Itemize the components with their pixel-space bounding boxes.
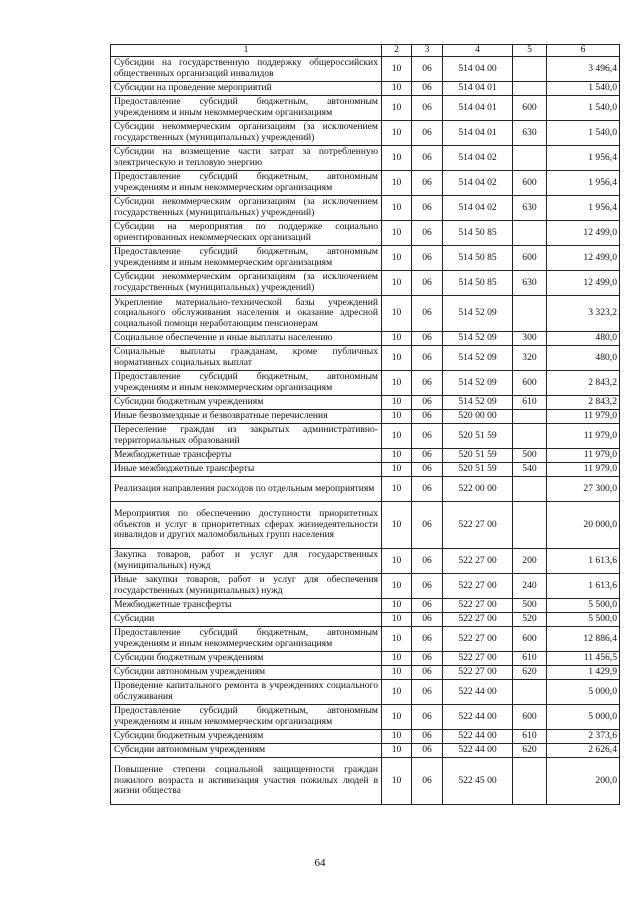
amount-cell: 5 500,0	[547, 613, 620, 627]
target-article-cell: 514 52 09	[443, 396, 513, 410]
target-article-cell: 522 27 00	[443, 574, 513, 599]
row-name-cell: Иные межбюджетные трансферты	[111, 463, 382, 477]
subsection-code-cell: 06	[412, 549, 443, 574]
expense-type-cell	[513, 424, 547, 449]
expense-type-cell	[513, 146, 547, 171]
subsection-code-cell: 06	[412, 296, 443, 332]
amount-cell: 2 843,2	[547, 371, 620, 396]
table-row	[111, 57, 620, 82]
amount-cell: 12 499,0	[547, 246, 620, 271]
subsection-code-cell: 06	[412, 221, 443, 246]
expense-type-cell	[513, 680, 547, 705]
section-code-cell: 10	[382, 613, 412, 627]
expense-type-cell	[513, 221, 547, 246]
row-name-cell: Субсидии бюджетным учреждениям	[111, 396, 382, 410]
target-article-cell: 514 04 01	[443, 82, 513, 96]
amount-cell: 3 496,4	[547, 57, 620, 82]
section-code-cell: 10	[382, 574, 412, 599]
row-name-cell: Субсидии бюджетным учреждениям	[111, 652, 382, 666]
row-name-cell: Повышение степени социальной защищенности граждан пожилого возраста и активизация участия пожилых людей в жизни общества	[111, 758, 382, 805]
target-article-cell: 514 50 85	[443, 271, 513, 296]
subsection-code-cell: 06	[412, 346, 443, 371]
section-code-cell: 10	[382, 730, 412, 744]
section-code-cell: 10	[382, 221, 412, 246]
expense-type-cell: 240	[513, 574, 547, 599]
amount-cell: 5 000,0	[547, 680, 620, 705]
table-row	[111, 627, 620, 652]
subsection-code-cell: 06	[412, 477, 443, 502]
subsection-code-cell: 06	[412, 410, 443, 424]
amount-cell: 1 540,0	[547, 82, 620, 96]
amount-cell: 20 000,0	[547, 502, 620, 549]
row-name-cell: Субсидии некоммерческим организациям (за исключением государственных (муниципальных) учреждений)	[111, 121, 382, 146]
target-article-cell: 514 04 02	[443, 196, 513, 221]
row-name-cell: Субсидии автономным учреждениям	[111, 666, 382, 680]
expense-type-cell	[513, 410, 547, 424]
section-code-cell: 10	[382, 332, 412, 346]
amount-cell: 11 456,5	[547, 652, 620, 666]
expense-type-cell: 320	[513, 346, 547, 371]
row-name-cell: Переселение граждан из закрытых административно-территориальных образований	[111, 424, 382, 449]
target-article-cell: 522 27 00	[443, 613, 513, 627]
amount-cell: 12 886,4	[547, 627, 620, 652]
target-article-cell: 520 51 59	[443, 449, 513, 463]
section-code-cell: 10	[382, 549, 412, 574]
target-article-cell: 522 27 00	[443, 549, 513, 574]
subsection-code-cell: 06	[412, 246, 443, 271]
target-article-cell: 514 04 02	[443, 171, 513, 196]
column-header: 3	[412, 45, 443, 57]
row-name-cell: Субсидии на проведение мероприятий	[111, 82, 382, 96]
budget-table	[110, 44, 620, 805]
table-row	[111, 730, 620, 744]
amount-cell: 1 956,4	[547, 196, 620, 221]
amount-cell: 1 540,0	[547, 121, 620, 146]
section-code-cell: 10	[382, 680, 412, 705]
section-code-cell: 10	[382, 477, 412, 502]
target-article-cell: 514 52 09	[443, 371, 513, 396]
row-name-cell: Субсидии автономным учреждениям	[111, 744, 382, 758]
expense-type-cell	[513, 477, 547, 502]
section-code-cell: 10	[382, 57, 412, 82]
row-name-cell: Субсидии на возмещение части затрат за потребленную электрическую и тепловую энергию	[111, 146, 382, 171]
row-name-cell: Предоставление субсидий бюджетным, автономным учреждениям и иным некоммерческим организациям	[111, 705, 382, 730]
subsection-code-cell: 06	[412, 599, 443, 613]
row-name-cell: Предоставление субсидий бюджетным, автономным учреждениям и иным некоммерческим организациям	[111, 627, 382, 652]
table-row	[111, 196, 620, 221]
table-row	[111, 502, 620, 549]
expense-type-cell: 500	[513, 599, 547, 613]
target-article-cell: 522 00 00	[443, 477, 513, 502]
row-name-cell: Предоставление субсидий бюджетным, автономным учреждениям и иным некоммерческим организациям	[111, 96, 382, 121]
section-code-cell: 10	[382, 627, 412, 652]
target-article-cell: 514 52 09	[443, 332, 513, 346]
section-code-cell: 10	[382, 410, 412, 424]
row-name-cell: Предоставление субсидий бюджетным, автономным учреждениям и иным некоммерческим организациям	[111, 371, 382, 396]
row-name-cell: Межбюджетные трансферты	[111, 599, 382, 613]
section-code-cell: 10	[382, 121, 412, 146]
subsection-code-cell: 06	[412, 271, 443, 296]
expense-type-cell: 540	[513, 463, 547, 477]
row-name-cell: Реализация направления расходов по отдельным мероприятиям	[111, 477, 382, 502]
amount-cell: 1 613,6	[547, 574, 620, 599]
subsection-code-cell: 06	[412, 758, 443, 805]
target-article-cell: 520 00 00	[443, 410, 513, 424]
section-code-cell: 10	[382, 666, 412, 680]
table-row	[111, 410, 620, 424]
table-row	[111, 613, 620, 627]
expense-type-cell	[513, 57, 547, 82]
row-name-cell: Проведение капитального ремонта в учреждениях социального обслуживания	[111, 680, 382, 705]
expense-type-cell: 600	[513, 627, 547, 652]
row-name-cell: Социальные выплаты гражданам, кроме публичных нормативных социальных выплат	[111, 346, 382, 371]
expense-type-cell	[513, 502, 547, 549]
section-code-cell: 10	[382, 744, 412, 758]
row-name-cell: Субсидии некоммерческим организациям (за исключением государственных (муниципальных) учреждений)	[111, 196, 382, 221]
amount-cell: 11 979,0	[547, 410, 620, 424]
row-name-cell: Укрепление материально-технической базы учреждений социального обслуживания населения и оказание адресной социальной помощи неработающим пенсионерам	[111, 296, 382, 332]
subsection-code-cell: 06	[412, 449, 443, 463]
target-article-cell: 514 04 02	[443, 146, 513, 171]
target-article-cell: 514 50 85	[443, 246, 513, 271]
table-row	[111, 549, 620, 574]
expense-type-cell: 610	[513, 396, 547, 410]
target-article-cell: 522 44 00	[443, 730, 513, 744]
section-code-cell: 10	[382, 196, 412, 221]
amount-cell: 2 843,2	[547, 396, 620, 410]
target-article-cell: 522 44 00	[443, 680, 513, 705]
amount-cell: 5 000,0	[547, 705, 620, 730]
subsection-code-cell: 06	[412, 666, 443, 680]
table-row	[111, 705, 620, 730]
expense-type-cell: 600	[513, 171, 547, 196]
expense-type-cell: 200	[513, 549, 547, 574]
target-article-cell: 522 44 00	[443, 705, 513, 730]
amount-cell: 2 626,4	[547, 744, 620, 758]
table-row	[111, 477, 620, 502]
subsection-code-cell: 06	[412, 396, 443, 410]
subsection-code-cell: 06	[412, 196, 443, 221]
subsection-code-cell: 06	[412, 82, 443, 96]
amount-cell: 1 429,9	[547, 666, 620, 680]
table-row	[111, 652, 620, 666]
expense-type-cell: 600	[513, 96, 547, 121]
table-row	[111, 744, 620, 758]
expense-type-cell: 600	[513, 705, 547, 730]
section-code-cell: 10	[382, 171, 412, 196]
subsection-code-cell: 06	[412, 171, 443, 196]
amount-cell: 480,0	[547, 346, 620, 371]
amount-cell: 1 613,6	[547, 549, 620, 574]
row-name-cell: Мероприятия по обеспечению доступности приоритетных объектов и услуг в приоритетных сферах жизнедеятельности инвалидов и других маломобильных групп населения	[111, 502, 382, 549]
subsection-code-cell: 06	[412, 730, 443, 744]
amount-cell: 27 300,0	[547, 477, 620, 502]
table-row	[111, 332, 620, 346]
table-row	[111, 396, 620, 410]
table-row	[111, 271, 620, 296]
subsection-code-cell: 06	[412, 332, 443, 346]
section-code-cell: 10	[382, 246, 412, 271]
expense-type-cell: 600	[513, 246, 547, 271]
section-code-cell: 10	[382, 758, 412, 805]
page-number: 64	[314, 857, 326, 869]
amount-cell: 1 956,4	[547, 146, 620, 171]
subsection-code-cell: 06	[412, 121, 443, 146]
target-article-cell: 520 51 59	[443, 463, 513, 477]
row-name-cell: Закупка товаров, работ и услуг для государственных (муниципальных) нужд	[111, 549, 382, 574]
subsection-code-cell: 06	[412, 96, 443, 121]
table-row	[111, 574, 620, 599]
row-name-cell: Субсидии некоммерческим организациям (за исключением государственных (муниципальных) учреждений)	[111, 271, 382, 296]
subsection-code-cell: 06	[412, 744, 443, 758]
subsection-code-cell: 06	[412, 574, 443, 599]
section-code-cell: 10	[382, 96, 412, 121]
target-article-cell: 522 27 00	[443, 652, 513, 666]
row-name-cell: Субсидии бюджетным учреждениям	[111, 730, 382, 744]
section-code-cell: 10	[382, 371, 412, 396]
amount-cell: 5 500,0	[547, 599, 620, 613]
section-code-cell: 10	[382, 463, 412, 477]
subsection-code-cell: 06	[412, 613, 443, 627]
target-article-cell: 522 45 00	[443, 758, 513, 805]
amount-cell: 1 540,0	[547, 96, 620, 121]
section-code-cell: 10	[382, 82, 412, 96]
section-code-cell: 10	[382, 502, 412, 549]
target-article-cell: 514 04 01	[443, 121, 513, 146]
row-name-cell: Субсидии	[111, 613, 382, 627]
table-row	[111, 121, 620, 146]
amount-cell: 480,0	[547, 332, 620, 346]
row-name-cell: Межбюджетные трансферты	[111, 449, 382, 463]
subsection-code-cell: 06	[412, 502, 443, 549]
amount-cell: 12 499,0	[547, 221, 620, 246]
amount-cell: 3 323,2	[547, 296, 620, 332]
column-header: 6	[547, 45, 620, 57]
table-row	[111, 449, 620, 463]
amount-cell: 1 956,4	[547, 171, 620, 196]
amount-cell: 11 979,0	[547, 463, 620, 477]
target-article-cell: 522 27 00	[443, 599, 513, 613]
subsection-code-cell: 06	[412, 680, 443, 705]
expense-type-cell: 600	[513, 371, 547, 396]
section-code-cell: 10	[382, 346, 412, 371]
section-code-cell: 10	[382, 424, 412, 449]
table-row	[111, 680, 620, 705]
section-code-cell: 10	[382, 449, 412, 463]
row-name-cell: Предоставление субсидий бюджетным, автономным учреждениям и иным некоммерческим организациям	[111, 246, 382, 271]
expense-type-cell: 520	[513, 613, 547, 627]
table-row	[111, 424, 620, 449]
subsection-code-cell: 06	[412, 652, 443, 666]
amount-cell: 11 979,0	[547, 424, 620, 449]
amount-cell: 2 373,6	[547, 730, 620, 744]
target-article-cell: 522 27 00	[443, 627, 513, 652]
column-header: 1	[111, 45, 382, 57]
row-name-cell: Субсидии на государственную поддержку общероссийских общественных организаций инвалидов	[111, 57, 382, 82]
table-row	[111, 599, 620, 613]
section-code-cell: 10	[382, 652, 412, 666]
section-code-cell: 10	[382, 705, 412, 730]
table-header-row	[111, 45, 620, 57]
table-row	[111, 296, 620, 332]
section-code-cell: 10	[382, 296, 412, 332]
row-name-cell: Иные безвозмездные и безвозвратные перечисления	[111, 410, 382, 424]
target-article-cell: 514 04 00	[443, 57, 513, 82]
expense-type-cell	[513, 758, 547, 805]
expense-type-cell: 620	[513, 744, 547, 758]
expense-type-cell: 500	[513, 449, 547, 463]
target-article-cell: 522 27 00	[443, 666, 513, 680]
table-row	[111, 96, 620, 121]
expense-type-cell	[513, 296, 547, 332]
target-article-cell: 514 52 09	[443, 346, 513, 371]
expense-type-cell: 610	[513, 730, 547, 744]
table-row	[111, 666, 620, 680]
subsection-code-cell: 06	[412, 57, 443, 82]
table-row	[111, 758, 620, 805]
column-header: 2	[382, 45, 412, 57]
expense-type-cell: 630	[513, 271, 547, 296]
column-header: 4	[443, 45, 513, 57]
target-article-cell: 514 04 01	[443, 96, 513, 121]
target-article-cell: 514 50 85	[443, 221, 513, 246]
row-name-cell: Предоставление субсидий бюджетным, автономным учреждениям и иным некоммерческим организациям	[111, 171, 382, 196]
budget-table-sheet	[110, 44, 619, 805]
table-row	[111, 346, 620, 371]
section-code-cell: 10	[382, 146, 412, 171]
table-row	[111, 463, 620, 477]
row-name-cell: Иные закупки товаров, работ и услуг для обеспечения государственных (муниципальных) нужд	[111, 574, 382, 599]
subsection-code-cell: 06	[412, 627, 443, 652]
section-code-cell: 10	[382, 396, 412, 410]
expense-type-cell: 610	[513, 652, 547, 666]
target-article-cell: 520 51 59	[443, 424, 513, 449]
subsection-code-cell: 06	[412, 424, 443, 449]
expense-type-cell: 630	[513, 121, 547, 146]
row-name-cell: Субсидии на мероприятия по поддержке социально ориентированных некоммерческих организаций	[111, 221, 382, 246]
table-row	[111, 146, 620, 171]
target-article-cell: 522 27 00	[443, 502, 513, 549]
subsection-code-cell: 06	[412, 705, 443, 730]
amount-cell: 12 499,0	[547, 271, 620, 296]
target-article-cell: 514 52 09	[443, 296, 513, 332]
expense-type-cell: 630	[513, 196, 547, 221]
amount-cell: 11 979,0	[547, 449, 620, 463]
subsection-code-cell: 06	[412, 146, 443, 171]
table-row	[111, 82, 620, 96]
table-row	[111, 246, 620, 271]
expense-type-cell	[513, 82, 547, 96]
expense-type-cell: 620	[513, 666, 547, 680]
row-name-cell: Социальное обеспечение и иные выплаты населению	[111, 332, 382, 346]
subsection-code-cell: 06	[412, 371, 443, 396]
section-code-cell: 10	[382, 599, 412, 613]
column-header: 5	[513, 45, 547, 57]
expense-type-cell: 300	[513, 332, 547, 346]
amount-cell: 200,0	[547, 758, 620, 805]
table-row	[111, 171, 620, 196]
subsection-code-cell: 06	[412, 463, 443, 477]
table-row	[111, 371, 620, 396]
target-article-cell: 522 44 00	[443, 744, 513, 758]
table-row	[111, 221, 620, 246]
section-code-cell: 10	[382, 271, 412, 296]
